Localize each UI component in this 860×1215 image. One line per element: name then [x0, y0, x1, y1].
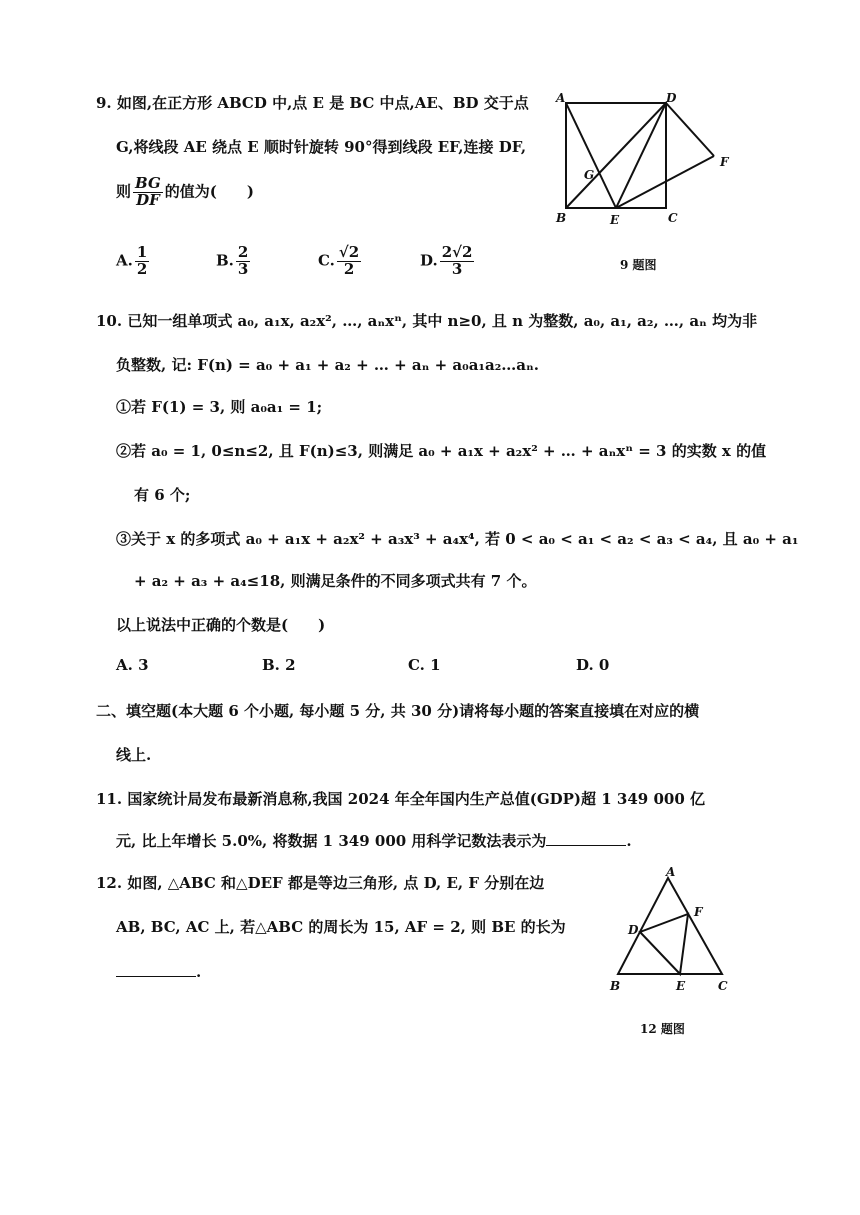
- q10-line1: 10. 已知一组单项式 a₀, a₁x, a₂x², …, aₙxⁿ, 其中 n≥0, 且 n 为整数, a₀, a₁, a₂, …, aₙ 均为非: [96, 312, 758, 330]
- q9-option-b[interactable]: B. $\frac{2}{3}$: [216, 243, 249, 278]
- label-d: D: [666, 91, 677, 105]
- segment-bd: [566, 103, 666, 208]
- label-f: F: [720, 155, 729, 169]
- label-f: F: [694, 905, 703, 919]
- triangle-def: [640, 914, 688, 974]
- label-g: G: [584, 168, 595, 182]
- q9-option-d[interactable]: D. $\frac{2√2}{3}$: [420, 243, 473, 278]
- q9-line2: G,将线段 AE 绕点 E 顺时针旋转 90°得到线段 EF,连接 DF,: [116, 138, 527, 156]
- segment-ed: [616, 103, 666, 208]
- q9-figure-caption: 9 题图: [620, 258, 657, 272]
- q10-option-a[interactable]: A. 3: [116, 656, 149, 674]
- q12-figure-caption: 12 题图: [640, 1022, 685, 1036]
- q9-option-c[interactable]: C. $\frac{√2}{2}$: [318, 243, 360, 278]
- label-d: D: [628, 923, 639, 937]
- q11-line2: 元, 比上年增长 5.0%, 将数据 1 349 000 用科学记数法表示为 .: [116, 832, 632, 850]
- q10-statement-3-line1: ③关于 x 的多项式 a₀ + a₁x + a₂x² + a₃x³ + a₄x⁴, 若 0 < a₀ < a₁ < a₂ < a₃ < a₄, 且 a₀ + a₁: [116, 530, 799, 548]
- q9-fraction: $\frac{BG}{DF}$: [135, 174, 161, 209]
- q10-option-b[interactable]: B. 2: [262, 656, 296, 674]
- q9-suffix: 的值为( ): [164, 182, 254, 201]
- q10-option-c[interactable]: C. 1: [408, 656, 441, 674]
- q10-statement-1: ①若 F(1) = 3, 则 a₀a₁ = 1;: [116, 398, 323, 416]
- label-c: C: [718, 979, 728, 993]
- q11-answer-blank[interactable]: [546, 831, 626, 846]
- q12-line3: .: [116, 962, 201, 981]
- q10-option-d[interactable]: D. 0: [576, 656, 610, 674]
- label-e: E: [676, 979, 686, 993]
- q10-line2: 负整数, 记: F(n) = a₀ + a₁ + a₂ + … + aₙ + a₀a₁a₂…aₙ.: [116, 356, 539, 374]
- q9-prefix: 则: [116, 182, 132, 201]
- segment-ae: [566, 103, 616, 208]
- q12-answer-blank[interactable]: [116, 962, 196, 977]
- q10-statement-3-line2: + a₂ + a₃ + a₄≤18, 则满足条件的不同多项式共有 7 个。: [134, 572, 537, 590]
- q12-line1: 12. 如图, △ABC 和△DEF 都是等边三角形, 点 D, E, F 分别在边: [96, 874, 545, 892]
- label-b: B: [556, 211, 567, 225]
- label-c: C: [668, 211, 678, 225]
- segment-df: [666, 103, 714, 156]
- q10-statement-2-line1: ②若 a₀ = 1, 0≤n≤2, 且 F(n)≤3, 则满足 a₀ + a₁x + a₂x² + … + aₙxⁿ = 3 的实数 x 的值: [116, 442, 767, 460]
- q9-line3: [116, 176, 254, 209]
- q12-line2: AB, BC, AC 上, 若△ABC 的周长为 15, AF = 2, 则 BE 的长为: [116, 918, 566, 936]
- section2-heading-line2: 线上.: [116, 746, 152, 764]
- q9-option-a[interactable]: A. $\frac{1}{2}$: [116, 243, 148, 278]
- q10-question: 以上说法中正确的个数是( ): [116, 616, 326, 634]
- q9-line1: 9. 如图,在正方形 ABCD 中,点 E 是 BC 中点,AE、BD 交于点: [96, 94, 529, 112]
- section2-heading-line1: 二、填空题(本大题 6 个小题, 每小题 5 分, 共 30 分)请将每小题的答案直接填在对应的横: [96, 702, 700, 720]
- q12-figure: [600, 862, 740, 997]
- label-a: A: [556, 91, 566, 105]
- q9-figure: [550, 88, 740, 233]
- label-a: A: [666, 865, 676, 879]
- label-e: E: [610, 213, 620, 227]
- q10-statement-2-line2: 有 6 个;: [134, 486, 191, 504]
- label-b: B: [610, 979, 621, 993]
- q11-line1: 11. 国家统计局发布最新消息称,我国 2024 年全年国内生产总值(GDP)超 1 349 000 亿: [96, 790, 705, 808]
